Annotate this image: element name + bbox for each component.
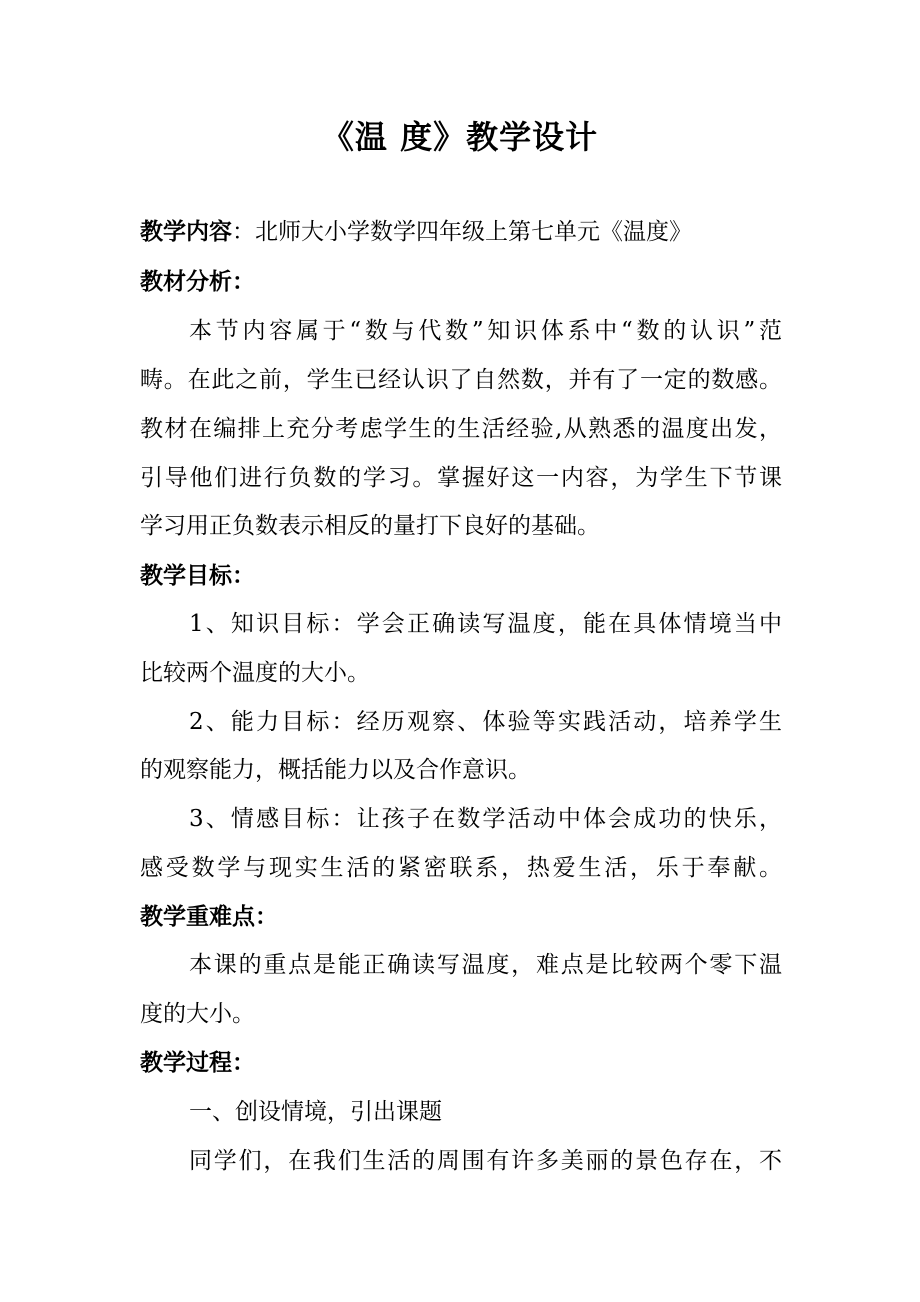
process-line: 一、创设情境，引出课题	[189, 1099, 442, 1125]
keypoints-line: 度的大小。	[140, 1001, 255, 1027]
process-heading: 教学过程：	[140, 1050, 255, 1076]
teaching-content-line	[140, 214, 782, 250]
goals-line: 3、情感目标：让孩子在数学活动中体会成功的快乐，	[189, 806, 782, 832]
analysis-line: 引导他们进行负数的学习。掌握好这一内容，为学生下节课	[140, 465, 782, 491]
keypoints-line: 本课的重点是能正确读写温度，难点是比较两个零下温	[189, 952, 782, 978]
goals-heading: 教学目标：	[140, 563, 255, 589]
goals-line: 比较两个温度的大小。	[140, 660, 370, 686]
analysis-line: 学习用正负数表示相反的量打下良好的基础。	[140, 513, 600, 539]
teaching-content-label: 教学内容	[140, 219, 232, 245]
goals-line: 的观察能力，概括能力以及合作意识。	[140, 757, 531, 783]
analysis-line: 本节内容属于“数与代数”知识体系中“数的认识”范	[189, 318, 782, 344]
teaching-content-text: ：北师大小学数学四年级上第七单元《温度》	[232, 219, 692, 245]
goals-line: 2、能力目标：经历观察、体验等实践活动，培养学生	[189, 709, 782, 735]
process-line: 同学们，在我们生活的周围有许多美丽的景色存在，不	[189, 1148, 782, 1174]
analysis-line: 畴。在此之前，学生已经认识了自然数，并有了一定的数感。	[140, 367, 782, 393]
goals-line: 1、知识目标：学会正确读写温度，能在具体情境当中	[189, 611, 782, 637]
keypoints-heading: 教学重难点：	[140, 904, 278, 930]
goals-line: 感受数学与现实生活的紧密联系，热爱生活，乐于奉献。	[140, 855, 782, 881]
analysis-heading: 教材分析：	[140, 269, 255, 295]
page-title: 《温 度》教学设计	[321, 118, 599, 156]
analysis-line: 教材在编排上充分考虑学生的生活经验,从熟悉的温度出发，	[140, 416, 782, 442]
